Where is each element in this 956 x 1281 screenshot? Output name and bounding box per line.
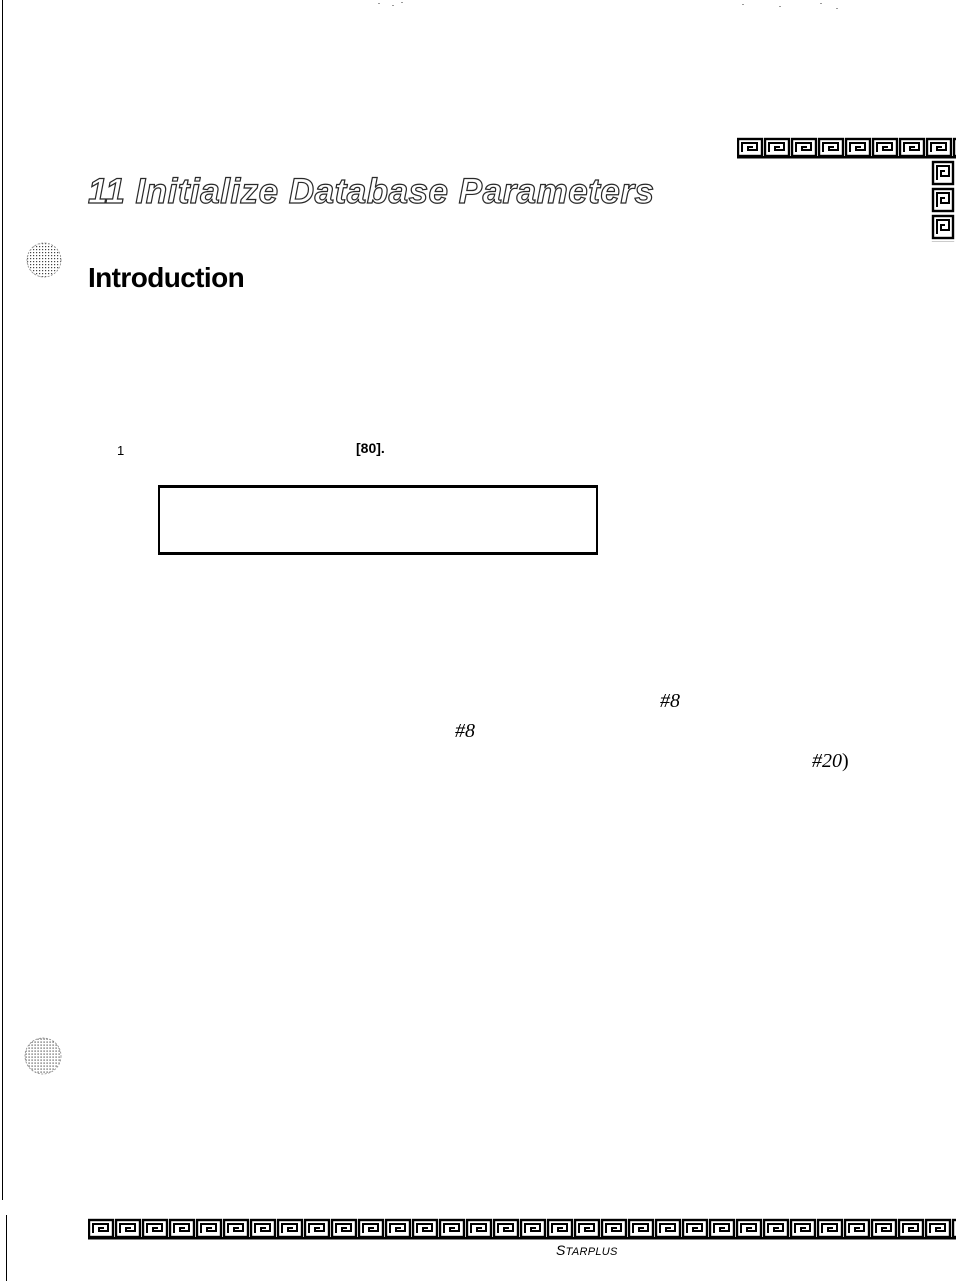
greek-key-border-right-icon <box>930 160 956 242</box>
fragment-ref-2: #8 <box>455 720 475 742</box>
scan-speck <box>378 3 380 4</box>
fragment-ref-3 <box>812 750 849 773</box>
scan-speck <box>836 8 838 9</box>
chapter-title: 11 Initialize Database Parameters <box>88 172 655 211</box>
section-heading: Introduction <box>88 262 245 293</box>
fragment-ref-1: #8 <box>660 690 680 712</box>
scan-speck <box>401 2 403 3</box>
display-screen-box <box>158 485 598 555</box>
scan-speck <box>779 6 781 7</box>
footer-brand-rest: TARPLUS <box>565 1246 618 1258</box>
greek-key-border-top-icon <box>737 137 956 159</box>
greek-key-border-bottom-icon <box>88 1218 956 1240</box>
binder-hole-icon <box>24 240 64 280</box>
fragment-ref-3-number: #20 <box>812 750 842 772</box>
binder-hole-icon <box>22 1035 64 1077</box>
page-left-rule-lower <box>6 1215 7 1281</box>
scan-speck <box>392 5 394 6</box>
scan-speck <box>820 3 822 4</box>
page-left-rule <box>2 0 3 1200</box>
footer-brand <box>556 1242 618 1258</box>
scan-speck <box>742 4 744 5</box>
step-number: 1 <box>117 443 125 458</box>
footer-brand-initial: S <box>556 1242 566 1258</box>
fragment-ref-3-paren: ) <box>842 750 849 772</box>
step-code: [80]. <box>356 440 385 456</box>
